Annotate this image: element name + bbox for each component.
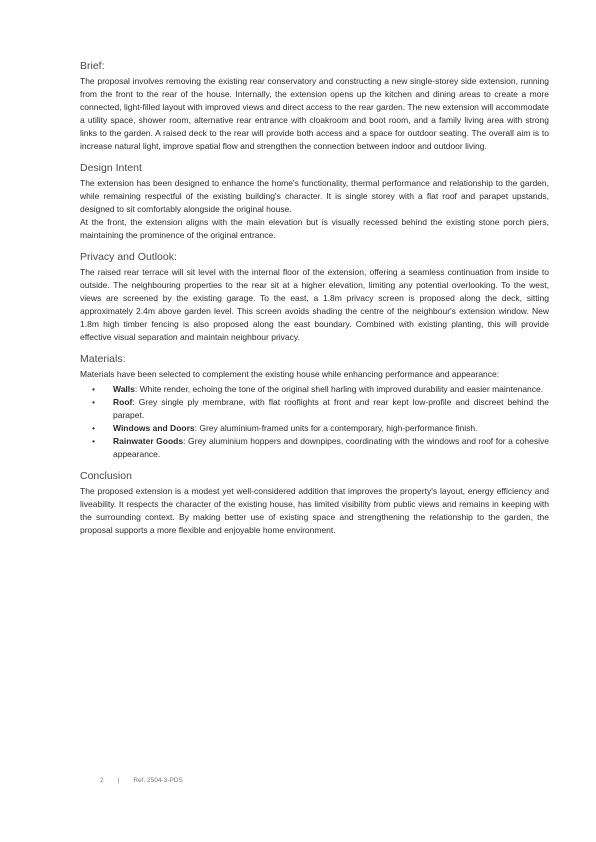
page-number: 2 xyxy=(100,777,104,784)
material-term: Rainwater Goods xyxy=(113,436,184,446)
conclusion-text: The proposed extension is a modest yet well-considered addition that improves the property's layout, energy efficiency and liveability. It respects the character of the existing house, has limited visibility from public views and remains in keeping with the surrounding context. By making better use of existing space and strengthening the relationship to the garden, the proposal supports a more flexible and enjoyable home environment. xyxy=(80,486,549,535)
material-desc: : Grey single ply membrane, with flat rooflights at front and rear kept low-profile and discreet behind the parapet. xyxy=(113,397,549,420)
privacy-heading: Privacy and Outlook: xyxy=(80,251,177,263)
page-footer xyxy=(100,777,197,784)
design-intent-heading: Design Intent xyxy=(80,162,142,174)
document-body xyxy=(80,60,549,546)
privacy-section xyxy=(80,251,549,344)
design-intent-para-1: The extension has been designed to enhance the home's functionality, thermal performance and relationship to the garden, while remaining respectful of the existing building's character. It is single storey with a flat roof and parapet upstands, designed to sit comfortably alongside the original house. xyxy=(80,178,549,214)
bullet-icon: • xyxy=(92,423,95,433)
conclusion-heading: Conclusion xyxy=(80,470,132,482)
footer-separator: | xyxy=(117,777,120,784)
document-reference: Ref. 2504-3-PDS xyxy=(133,777,183,784)
bullet-icon: • xyxy=(92,436,95,446)
list-item xyxy=(80,435,549,461)
material-desc: : White render, echoing the tone of the original shell harling with improved durability and easier maintenance. xyxy=(134,384,544,394)
list-item xyxy=(80,422,549,435)
material-desc: : Grey aluminium-framed units for a contemporary, high-performance finish. xyxy=(194,423,478,433)
list-item xyxy=(80,383,549,396)
materials-heading: Materials: xyxy=(80,353,126,365)
material-term: Windows and Doors xyxy=(113,423,195,433)
design-intent-section xyxy=(80,162,549,242)
privacy-text: The raised rear terrace will sit level with the internal floor of the extension, offering a seamless continuation from inside to outside. The neighbouring properties to the rear sit at a higher elevation, limiting any potential overlooking. To the west, views are screened by the existing garage. To the east, a 1.8m privacy screen is proposed along the deck, sitting approximately 2.4m above garden level. This screen avoids shading the centre of the neighbour's extension window. New 1.8m high timber fencing is also proposed along the east boundary. Combined with existing planting, this will provide effective visual separation and maintain neighbour privacy. xyxy=(80,267,549,342)
material-term: Walls xyxy=(113,384,135,394)
material-desc: : Grey aluminium hoppers and downpipes, coordinating with the windows and roof for a cohesive appearance. xyxy=(113,436,550,459)
list-item xyxy=(80,396,549,422)
materials-list xyxy=(80,383,549,461)
bullet-icon: • xyxy=(92,397,95,407)
brief-text: The proposal involves removing the existing rear conservatory and constructing a new single-storey side extension, running from the front to the rear of the house. Internally, the extension opens up the kitchen and dining areas to create a more connected, light-filled layout with improved views and direct access to the rear garden. The new extension will accommodate a utility space, shower room, alternative rear entrance with cloakroom and boot room, and a family living area with strong links to the garden. A raised deck to the rear will provide both access and a space for outdoor seating. The overall aim is to increase natural light, improve spatial flow and strengthen the connection between indoor and outdoor living. xyxy=(80,76,549,151)
design-intent-para-2: At the front, the extension aligns with the main elevation but is visually recessed behind the existing stone porch piers, maintaining the prominence of the original entrance. xyxy=(80,217,549,240)
brief-section xyxy=(80,60,549,153)
bullet-icon: • xyxy=(92,384,95,394)
conclusion-section xyxy=(80,470,549,537)
materials-intro: Materials have been selected to complement the existing house while enhancing performance and appearance: xyxy=(80,369,500,379)
materials-section xyxy=(80,353,549,461)
brief-heading: Brief: xyxy=(80,60,105,72)
material-term: Roof xyxy=(113,397,133,407)
